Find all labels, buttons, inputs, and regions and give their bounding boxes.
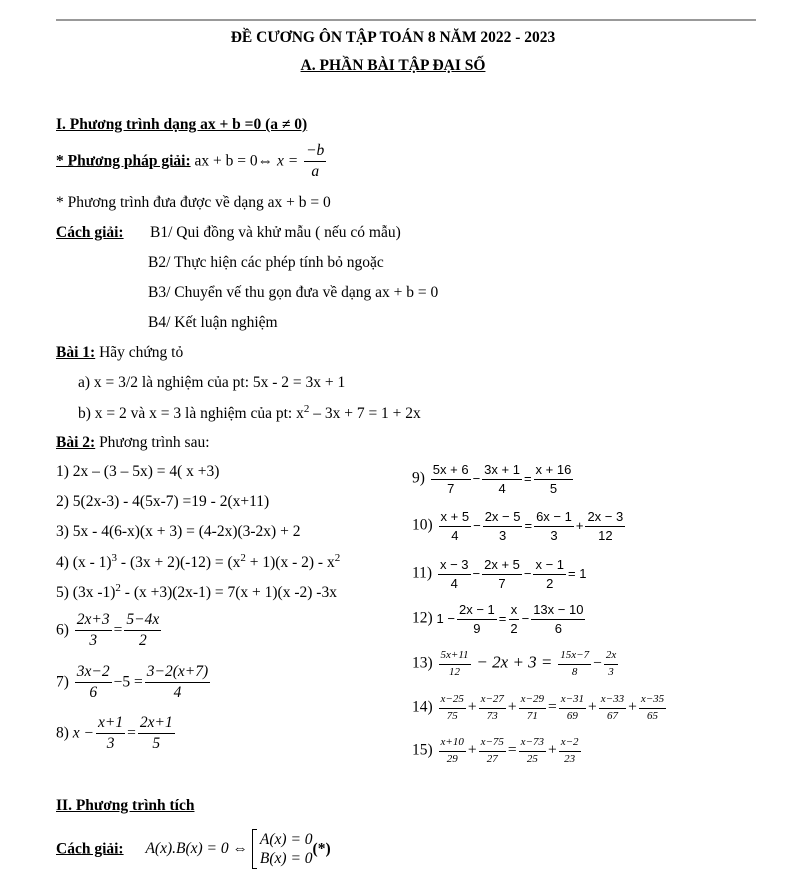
bai1-a: a) x = 3/2 là nghiệm của pt: 5x - 2 = 3x + 1 xyxy=(78,374,346,391)
equation-8: 8) x − $\frac{x+1}{3}$ = $\frac{2x+1}{5}$ xyxy=(56,714,173,753)
bai2-text: Phương trình sau: xyxy=(95,434,210,451)
equation-5: 5) (3x -1)$^2$ - (x +3)(2x-1) = 7(x + 1)(x -2) -3x xyxy=(56,582,337,602)
method-line xyxy=(56,143,328,181)
equation-9: 9) $\frac{5x + 6}{7}$ − $\frac{3x + 1}{4}$ = $\frac{x + 16}{5}$ xyxy=(412,462,572,496)
equation-14: 14) $\frac{x-25}{75}$ + $\frac{x-27}{73}$ + $\frac{x-29}{71}$ = $\frac{x-31}{69}$ + $\frac{x-33}{67}$ + $\frac{x-35}{65}$ xyxy=(412,693,665,722)
product-rule-line: Cách giải: A(x).B(x) = 0 ⇔ A(x) = 0 B(x) = 0 (*) xyxy=(56,830,331,867)
step-2: B2/ Thực hiện các phép tính bỏ ngoặc xyxy=(148,254,384,271)
case-system: A(x) = 0 B(x) = 0 xyxy=(259,830,313,867)
equation-1: 1) 2x – (3 – 5x) = 4( x +3) xyxy=(56,463,220,480)
step-3: B3/ Chuyển vế thu gọn đưa về dạng ax + b = 0 xyxy=(148,284,439,301)
bai1-text: Hãy chứng tỏ xyxy=(95,344,184,361)
reducible-line: * Phương trình đưa được về dạng ax + b = 0 xyxy=(56,194,331,211)
equation-4: 4) $(x - 1)^3 - (3x + 2)(-12) = (x^2 + 1)(x - 2) - x^2$ xyxy=(56,552,341,572)
steps-label: Cách giải: xyxy=(56,224,124,241)
equation-2: 2) 5(2x-3) - 4(5x-7) =19 - 2(x+11) xyxy=(56,493,270,510)
equation-11: 11) $\frac{x - 3}{4}$ − $\frac{2x + 5}{7}$ − $\frac{x - 1}{2}$ = 1 xyxy=(412,557,587,591)
top-rule xyxy=(56,19,756,21)
bai1-label: Bài 1: xyxy=(56,344,96,361)
method-fraction: $\frac{-b}{a}$ xyxy=(306,142,325,181)
equation-6: 6) $\frac{2x+3}{3}$ = $\frac{5-4x}{2}$ xyxy=(56,611,160,650)
step-1: B1/ Qui đồng và khử mẫu ( nếu có mẫu) xyxy=(150,224,401,241)
step-4: B4/ Kết luận nghiệm xyxy=(148,314,278,331)
document-title: ĐỀ CƯƠNG ÔN TẬP TOÁN 8 NĂM 2022 - 2023 xyxy=(230,29,556,46)
section2-heading: II. Phương trình tích xyxy=(56,797,195,814)
section1-heading: I. Phương trình dạng ax + b =0 (a ≠ 0) xyxy=(56,116,308,133)
part-title: A. PHẦN BÀI TẬP ĐẠI SỐ xyxy=(300,57,486,74)
bai2-heading xyxy=(56,435,210,451)
product-eq: A(x).B(x) = 0 ⇔ xyxy=(145,840,249,858)
equation-12: 12) 1 − $\frac{2x - 1}{9}$ = $\frac{x}{2}$ − $\frac{13x - 10}{6}$ xyxy=(412,602,584,636)
equation-10: 10) $\frac{x + 5}{4}$ − $\frac{2x - 5}{3}$ = $\frac{6x - 1}{3}$ + $\frac{2x - 3}{12}$ xyxy=(412,509,624,543)
method-x: x = xyxy=(276,152,299,170)
equation-3: 3) 5x - 4(6-x)(x + 3) = (4-2x)(3-2x) + 2 xyxy=(56,523,301,540)
bracket-icon xyxy=(252,829,257,869)
equation-15: 15) $\frac{x+10}{29}$ + $\frac{x-75}{27}$ = $\frac{x-73}{25}$ + $\frac{x-2}{23}$ xyxy=(412,736,579,765)
bai1-heading xyxy=(56,345,183,361)
equation-7: 7) $\frac{3x-2}{6}$ −5 = $\frac{3-2(x+7)}{4}$ xyxy=(56,663,209,702)
equation-13: 13) $\frac{5x+11}{12}$ − 2x + 3 = $\frac{15x-7}{8}$ − $\frac{2x}{3}$ xyxy=(412,649,617,678)
bai2-label: Bài 2: xyxy=(56,434,96,451)
bai1-b: b) x = 2 và x = 3 là nghiệm của pt: $x^2 - 3x + 7 = 1 + 2x$ xyxy=(78,403,421,423)
method-label: * Phương pháp giải: xyxy=(56,152,191,170)
method-eq: ax + b = 0⇔ xyxy=(194,152,274,170)
section2-steps-label: Cách giải: xyxy=(56,840,124,858)
